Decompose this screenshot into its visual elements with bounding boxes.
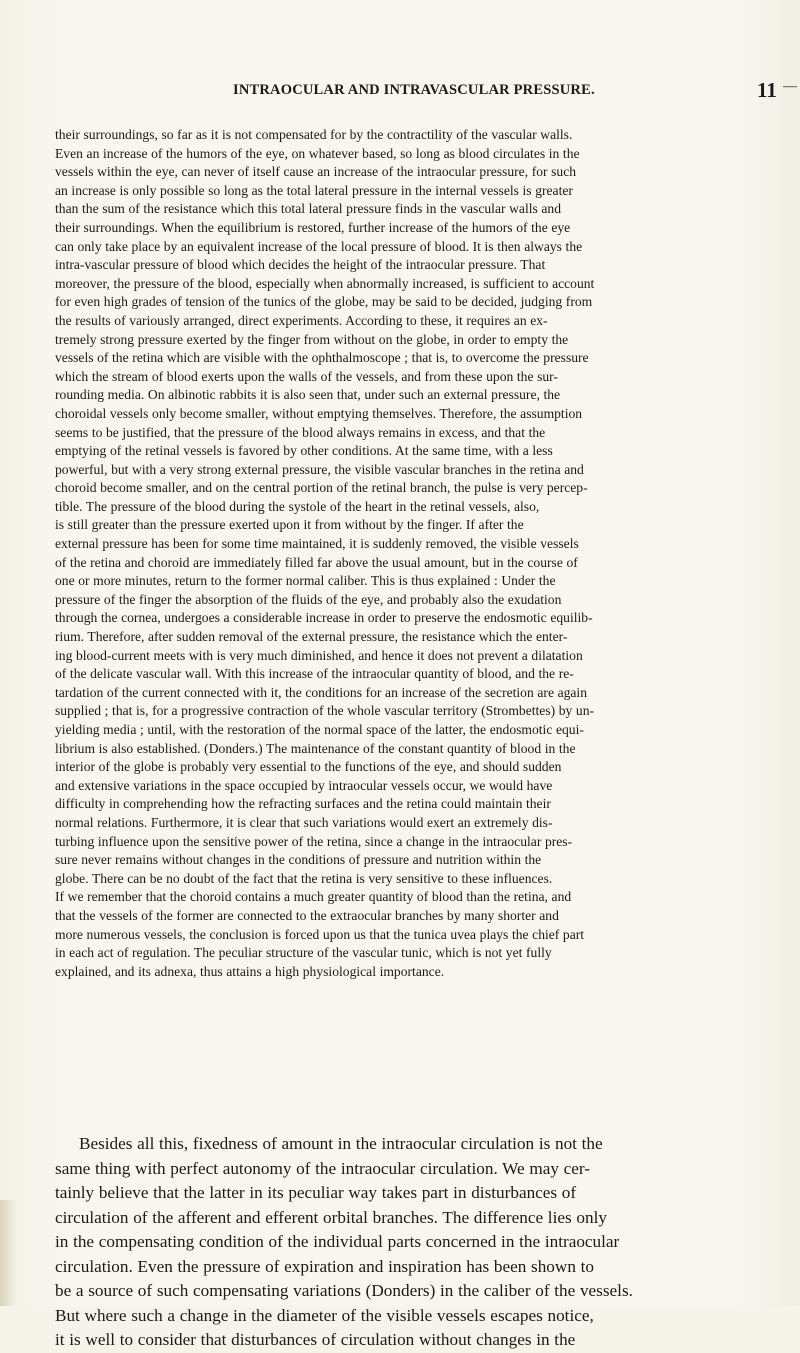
text-line: external pressure has been for some time maintained, it is suddenly removed, the visible vessels [55,536,579,552]
text-line: pressure of the finger the absorption of the fluids of the eye, and probably also the exudation [55,591,562,607]
text-line: choroidal vessels only become smaller, without emptying themselves. Therefore, the assumption [55,405,583,421]
text-line: vessels of the retina which are visible with the ophthalmoscope ; that is, to overcome the pressure [55,350,589,366]
text-line: difficulty in comprehending how the refracting surfaces and the retina could maintain their [55,796,551,812]
text-line: more numerous vessels, the conclusion is forced upon us that the tunica uvea plays the chief part [55,926,585,942]
text-line: which the stream of blood exerts upon the walls of the vessels, and from these upon the sur- [55,368,558,384]
text-line: the results of variously arranged, direct experiments. According to these, it requires an ex- [55,312,548,328]
text-line: and extensive variations in the space occupied by intraocular vessels occur, we would have [55,777,553,793]
text-line: But where such a change in the diameter of the visible vessels escapes notice, [55,1305,594,1325]
text-line: tremely strong pressure exerted by the finger from without on the globe, in order to empty the [55,331,569,347]
text-line: intra-vascular pressure of blood which decides the height of the intraocular pressure. That [55,257,546,273]
text-line: powerful, but with a very strong external pressure, the visible vascular branches in the retina and [55,461,584,477]
text-line: tainly believe that the latter in its peculiar way takes part in disturbances of [55,1183,577,1202]
text-line: normal relations. Furthermore, it is clear that such variations would exert an extremely dis- [55,814,553,830]
text-line: tardation of the current connected with it, the conditions for an increase of the secretion are again [55,684,588,700]
text-line: than the sum of the resistance which this total lateral pressure finds in the vascular walls and [55,201,562,217]
page-header [233,78,797,106]
text-line: librium is also established. (Donders.) The maintenance of the constant quantity of blood in the [55,740,576,756]
text-line: circulation. Even the pressure of expiration and inspiration has been shown to [55,1256,594,1276]
text-line: their surroundings, so far as it is not compensated for by the contractility of the vascular walls. [55,127,573,142]
text-line: rium. Therefore, after sudden removal of the external pressure, the resistance which the enter- [55,629,568,645]
text-line: yielding media ; until, with the restoration of the normal space of the latter, the endosmotic equi- [55,722,584,737]
header-dash: — [783,79,797,94]
text-line: in the compensating condition of the individual parts concerned in the intraocular [55,1232,620,1251]
text-line: of the retina and choroid are immediately filled far above the usual amount, but in the course of [55,554,578,570]
text-line: sure never remains without changes in the conditions of pressure and nutrition within the [55,852,542,868]
page-number: 11 [757,78,777,102]
text-line: choroid become smaller, and on the central portion of the retinal branch, the pulse is very percep- [55,480,588,496]
text-line: turbing influence upon the sensitive power of the retina, since a change in the intraocular pres- [55,833,573,849]
text-line: If we remember that the choroid contains a much greater quantity of blood than the retina, and [55,889,572,905]
text-line: that the vessels of the former are connected to the extraocular branches by many shorter and [55,907,559,923]
text-line: ing blood-current meets with is very much diminished, and hence it does not prevent a dilatation [55,647,583,663]
text-line: Besides all this, fixedness of amount in the intraocular circulation is not the [79,1134,603,1153]
text-line: same thing with perfect autonomy of the intraocular circulation. We may cer- [55,1158,590,1178]
text-line: one or more minutes, return to the former normal caliber. This is thus explained : Under the [55,573,556,589]
text-line: circulation of the afferent and efferent orbital branches. The difference lies only [55,1207,607,1227]
text-line: tible. The pressure of the blood during the systole of the heart in the retinal vessels, also, [55,498,540,514]
text-line: of the delicate vascular wall. With this increase of the intraocular quantity of blood, and the re- [55,666,574,682]
text-line: vessels within the eye, can never of itself cause an increase of the intraocular pressure, for such [55,164,577,180]
text-line: their surroundings. When the equilibrium is restored, further increase of the humors of the eye [55,219,571,235]
text-line: rounding media. On albinotic rabbits it is also seen that, under such an external pressure, the [55,387,561,403]
text-line: it is well to consider that disturbances of circulation without changes in the [55,1330,576,1349]
text-line: emptying of the retinal vessels is favored by other conditions. At the same time, with a less [55,443,553,459]
running-head: INTRAOCULAR AND INTRAVASCULAR PRESSURE. [233,82,595,98]
small-type-paragraph [55,126,790,981]
page-edge-shadow [0,1200,16,1306]
text-line: for even high grades of tension of the tunics of the globe, may be said to be decided, judging from [55,294,593,310]
text-line: in each act of regulation. The peculiar structure of the vascular tunic, which is not yet fully [55,945,552,961]
text-line: explained, and its adnexa, thus attains a high physiological importance. [55,963,445,979]
text-line: can only take place by an equivalent increase of the local pressure of blood. It is then always the [55,238,583,254]
text-line: be a source of such compensating variations (Donders) in the caliber of the vessels. [55,1281,633,1300]
text-line: an increase is only possible so long as the total lateral pressure in the internal vessels is greater [55,182,573,198]
text-line: Even an increase of the humors of the eye, on whatever based, so long as blood circulates in the [55,145,580,161]
text-line: seems to be justified, that the pressure of the blood always remains in excess, and that the [55,424,546,440]
text-line: globe. There can be no doubt of the fact that the retina is very sensitive to these influences. [55,870,553,886]
text-line: is still greater than the pressure exerted upon it from without by the finger. If after the [55,517,524,533]
text-line: interior of the globe is probably very essential to the functions of the eye, and should sudden [55,759,562,775]
text-line: supplied ; that is, for a progressive contraction of the whole vascular territory (Strombettes) by un- [55,703,595,719]
text-line: through the cornea, undergoes a considerable increase in order to preserve the endosmotic equilib- [55,610,593,626]
large-type-paragraph [55,1132,790,1353]
text-line: moreover, the pressure of the blood, especially when abnormally increased, is sufficient to account [55,275,595,291]
